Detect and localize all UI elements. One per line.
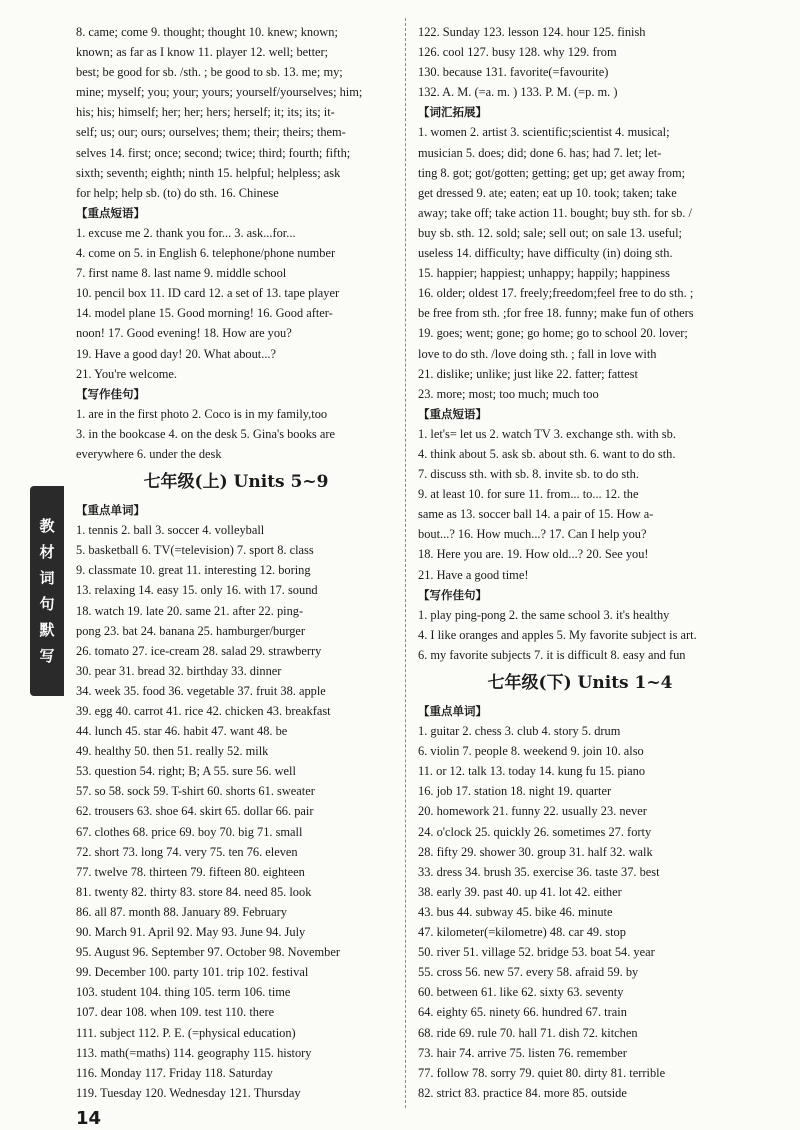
text-line: 44. lunch 45. star 46. habit 47. want 48. be xyxy=(76,724,288,739)
text-line: 16. job 17. station 18. night 19. quarter xyxy=(418,784,612,799)
text-line: 132. A. M. (=a. m. ) 133. P. M. (=p. m. ) xyxy=(418,85,618,100)
text-line: 34. week 35. food 36. vegetable 37. fruit 38. apple xyxy=(76,683,326,698)
text-line: away; take off; take action 11. bought; buy sth. for sb. / xyxy=(418,205,692,220)
text-line: 43. bus 44. subway 45. bike 46. minute xyxy=(418,904,613,919)
text-line: 8. came; come 9. thought; thought 10. knew; known; xyxy=(76,25,338,39)
text-line: 1. guitar 2. chess 3. club 4. story 5. drum xyxy=(418,724,621,739)
text-line: 39. egg 40. carrot 41. rice 42. chicken 43. breakfast xyxy=(76,704,331,718)
text-line: 4. I like oranges and apples 5. My favorite subject is art. xyxy=(418,627,697,642)
text-line: 1. excuse me 2. thank you for... 3. ask...for... xyxy=(76,225,296,240)
text-line: noon! 17. Good evening! 18. How are you? xyxy=(76,326,292,341)
text-line: musician 5. does; did; done 6. has; had 7. let; let- xyxy=(418,145,662,160)
text-line: 4. come on 5. in English 6. telephone/phone number xyxy=(76,246,336,261)
text-line: best; be good for sb. /sth. ; be good to sb. 13. me; my; xyxy=(76,65,343,80)
text-line: 6. violin 7. people 8. weekend 9. join 10. also xyxy=(418,744,644,759)
text-line: 7. discuss sth. with sb. 8. invite sb. to do sth. xyxy=(418,467,639,482)
text-line: 68. ride 69. rule 70. hall 71. dish 72. kitchen xyxy=(418,1025,638,1040)
text-line: 24. o'clock 25. quickly 26. sometimes 27. forty xyxy=(418,824,652,839)
text-line: 103. student 104. thing 105. term 106. time xyxy=(76,985,291,1000)
text-line: useless 14. difficulty; have difficulty (in) doing sth. xyxy=(418,246,673,261)
column-divider xyxy=(405,18,406,1108)
text-line: 55. cross 56. new 57. every 58. afraid 59. by xyxy=(418,965,639,980)
section-heading: 【写作佳句】 xyxy=(76,386,145,401)
text-line: 21. You're welcome. xyxy=(76,366,177,381)
section-heading: 【重点单词】 xyxy=(418,704,487,718)
text-line: 116. Monday 117. Friday 118. Saturday xyxy=(76,1065,273,1080)
text-line: 122. Sunday 123. lesson 124. hour 125. finish xyxy=(418,25,646,39)
text-line: 5. basketball 6. TV(=television) 7. sport 8. class xyxy=(76,543,314,558)
text-line: 130. because 131. favorite(=favourite) xyxy=(418,65,609,80)
text-line: 99. December 100. party 101. trip 102. festival xyxy=(76,965,309,980)
section-heading: 【重点短语】 xyxy=(76,205,145,220)
text-line: 1. play ping-pong 2. the same school 3. it's healthy xyxy=(418,607,670,622)
text-line: 49. healthy 50. then 51. really 52. milk xyxy=(76,744,269,759)
text-line: 62. trousers 63. shoe 64. skirt 65. dollar 66. pair xyxy=(76,804,314,819)
left-column xyxy=(76,22,396,1103)
text-line: 21. Have a good time! xyxy=(418,567,529,582)
text-line: 18. watch 19. late 20. same 21. after 22. ping- xyxy=(76,603,304,618)
text-line: sixth; seventh; eighth; ninth 15. helpful; helpless; ask xyxy=(76,165,341,180)
side-tab-char: 材 xyxy=(39,543,55,561)
text-line: 86. all 87. month 88. January 89. February xyxy=(76,904,287,919)
text-line: bout...? 16. How much...? 17. Can I help you? xyxy=(418,527,647,542)
text-line: 60. between 61. like 62. sixty 63. seventy xyxy=(418,985,624,1000)
section-heading: 【词汇拓展】 xyxy=(418,105,487,120)
unit-title: 七年级(上) Units 5~9 xyxy=(143,472,329,493)
text-line: 82. strict 83. practice 84. more 85. outside xyxy=(418,1085,627,1100)
text-line: 73. hair 74. arrive 75. listen 76. remember xyxy=(418,1045,627,1060)
page-number: 14 xyxy=(76,1108,102,1129)
unit-title: 七年级(下) Units 1~4 xyxy=(487,673,673,693)
text-line: 9. classmate 10. great 11. interesting 12. boring xyxy=(76,563,311,578)
text-line: 19. goes; went; gone; go home; go to school 20. lover; xyxy=(418,326,688,341)
side-tab-char: 词 xyxy=(39,569,55,587)
text-line: 14. model plane 15. Good morning! 16. Good after- xyxy=(76,306,333,321)
text-line: 38. early 39. past 40. up 41. lot 42. either xyxy=(418,884,622,899)
text-line: mine; myself; you; your; yours; yourself/yourselves; him; xyxy=(76,85,363,100)
text-line: 113. math(=maths) 114. geography 115. history xyxy=(76,1045,312,1060)
text-line: 18. Here you are. 19. How old...? 20. See you! xyxy=(418,547,649,562)
text-line: 3. in the bookcase 4. on the desk 5. Gina's books are xyxy=(76,426,335,441)
text-line: 15. happier; happiest; unhappy; happily; happiness xyxy=(418,266,670,281)
text-line: 19. Have a good day! 20. What about...? xyxy=(76,346,277,361)
text-line: get dressed 9. ate; eaten; eat up 10. took; taken; take xyxy=(418,185,677,200)
text-line: 77. follow 78. sorry 79. quiet 80. dirty 81. terrible xyxy=(418,1065,666,1080)
text-line: 90. March 91. April 92. May 93. June 94. July xyxy=(76,925,306,940)
text-line: 23. more; most; too much; much too xyxy=(418,386,599,401)
text-line: 1. women 2. artist 3. scientific;scientist 4. musical; xyxy=(418,125,670,140)
text-line: pong 23. bat 24. banana 25. hamburger/burger xyxy=(76,623,306,638)
text-line: 81. twenty 82. thirty 83. store 84. need 85. look xyxy=(76,884,312,899)
text-line: self; us; our; ours; ourselves; them; their; theirs; them- xyxy=(76,125,346,140)
text-line: 67. clothes 68. price 69. boy 70. big 71. small xyxy=(76,824,303,839)
text-line: 72. short 73. long 74. very 75. ten 76. eleven xyxy=(76,844,298,859)
text-line: 28. fifty 29. shower 30. group 31. half 32. walk xyxy=(418,844,653,859)
text-line: 119. Tuesday 120. Wednesday 121. Thursday xyxy=(76,1085,301,1100)
section-heading: 【重点短语】 xyxy=(418,406,487,421)
text-line: selves 14. first; once; second; twice; third; fourth; fifth; xyxy=(76,145,351,160)
text-line: 11. or 12. talk 13. today 14. kung fu 15. piano xyxy=(418,764,646,779)
text-line: 50. river 51. village 52. bridge 53. boat 54. year xyxy=(418,945,655,960)
text-line: be free from sth. ;for free 18. funny; make fun of others xyxy=(418,306,694,321)
text-line: 9. at least 10. for sure 11. from... to... 12. the xyxy=(418,487,639,502)
text-line: 4. think about 5. ask sb. about sth. 6. want to do sth. xyxy=(418,446,676,461)
text-line: 7. first name 8. last name 9. middle school xyxy=(76,266,287,281)
text-line: known; as far as I know 11. player 12. well; better; xyxy=(76,45,329,60)
text-line: everywhere 6. under the desk xyxy=(76,446,222,461)
section-heading: 【写作佳句】 xyxy=(418,587,487,602)
text-line: 1. tennis 2. ball 3. soccer 4. volleyball xyxy=(76,523,265,538)
text-line: 107. dear 108. when 109. test 110. there xyxy=(76,1005,275,1020)
text-line: same as 13. soccer ball 14. a pair of 15. How a- xyxy=(418,507,654,522)
text-line: for help; help sb. (to) do sth. 16. Chinese xyxy=(76,185,279,200)
text-line: 21. dislike; unlike; just like 22. fatter; fattest xyxy=(418,366,638,381)
text-line: 77. twelve 78. thirteen 79. fifteen 80. eighteen xyxy=(76,864,305,879)
side-tab-char: 句 xyxy=(39,595,55,613)
section-heading: 【重点单词】 xyxy=(76,503,145,518)
text-line: 111. subject 112. P. E. (=physical education) xyxy=(76,1025,296,1040)
text-line: 47. kilometer(=kilometre) 48. car 49. stop xyxy=(418,925,626,940)
text-line: 6. my favorite subjects 7. it is difficult 8. easy and fun xyxy=(418,647,686,662)
text-line: 64. eighty 65. ninety 66. hundred 67. train xyxy=(418,1005,627,1020)
text-line: 10. pencil box 11. ID card 12. a set of 13. tape player xyxy=(76,286,340,301)
text-line: 26. tomato 27. ice-cream 28. salad 29. strawberry xyxy=(76,643,322,658)
text-line: 95. August 96. September 97. October 98. November xyxy=(76,945,340,960)
text-line: 33. dress 34. brush 35. exercise 36. taste 37. best xyxy=(418,864,660,879)
text-line: 16. older; oldest 17. freely;freedom;feel free to do sth. ; xyxy=(418,286,694,301)
text-line: 13. relaxing 14. easy 15. only 16. with 17. sound xyxy=(76,583,318,598)
text-line: 1. are in the first photo 2. Coco is in my family,too xyxy=(76,406,328,421)
side-tab-char: 默 xyxy=(39,621,55,639)
text-line: his; his; himself; her; her; hers; herself; it; its; its; it- xyxy=(76,105,335,120)
text-line: love to do sth. /love doing sth. ; fall in love with xyxy=(418,346,657,361)
side-tab xyxy=(30,486,64,696)
text-line: 126. cool 127. busy 128. why 129. from xyxy=(418,45,617,60)
text-line: buy sb. sth. 12. sold; sale; sell out; on sale 13. useful; xyxy=(418,225,682,240)
text-line: 1. let's= let us 2. watch TV 3. exchange sth. with sb. xyxy=(418,426,676,441)
side-tab-char: 写 xyxy=(39,647,55,665)
side-tab-char: 教 xyxy=(39,517,55,535)
text-line: 20. homework 21. funny 22. usually 23. never xyxy=(418,804,647,819)
text-line: 30. pear 31. bread 32. birthday 33. dinner xyxy=(76,663,282,678)
right-column xyxy=(418,22,742,1103)
text-line: 57. so 58. sock 59. T-shirt 60. shorts 61. sweater xyxy=(76,784,315,799)
text-line: 53. question 54. right; B; A 55. sure 56. well xyxy=(76,764,296,779)
text-line: ting 8. got; got/gotten; getting; get up; get away from; xyxy=(418,165,686,180)
